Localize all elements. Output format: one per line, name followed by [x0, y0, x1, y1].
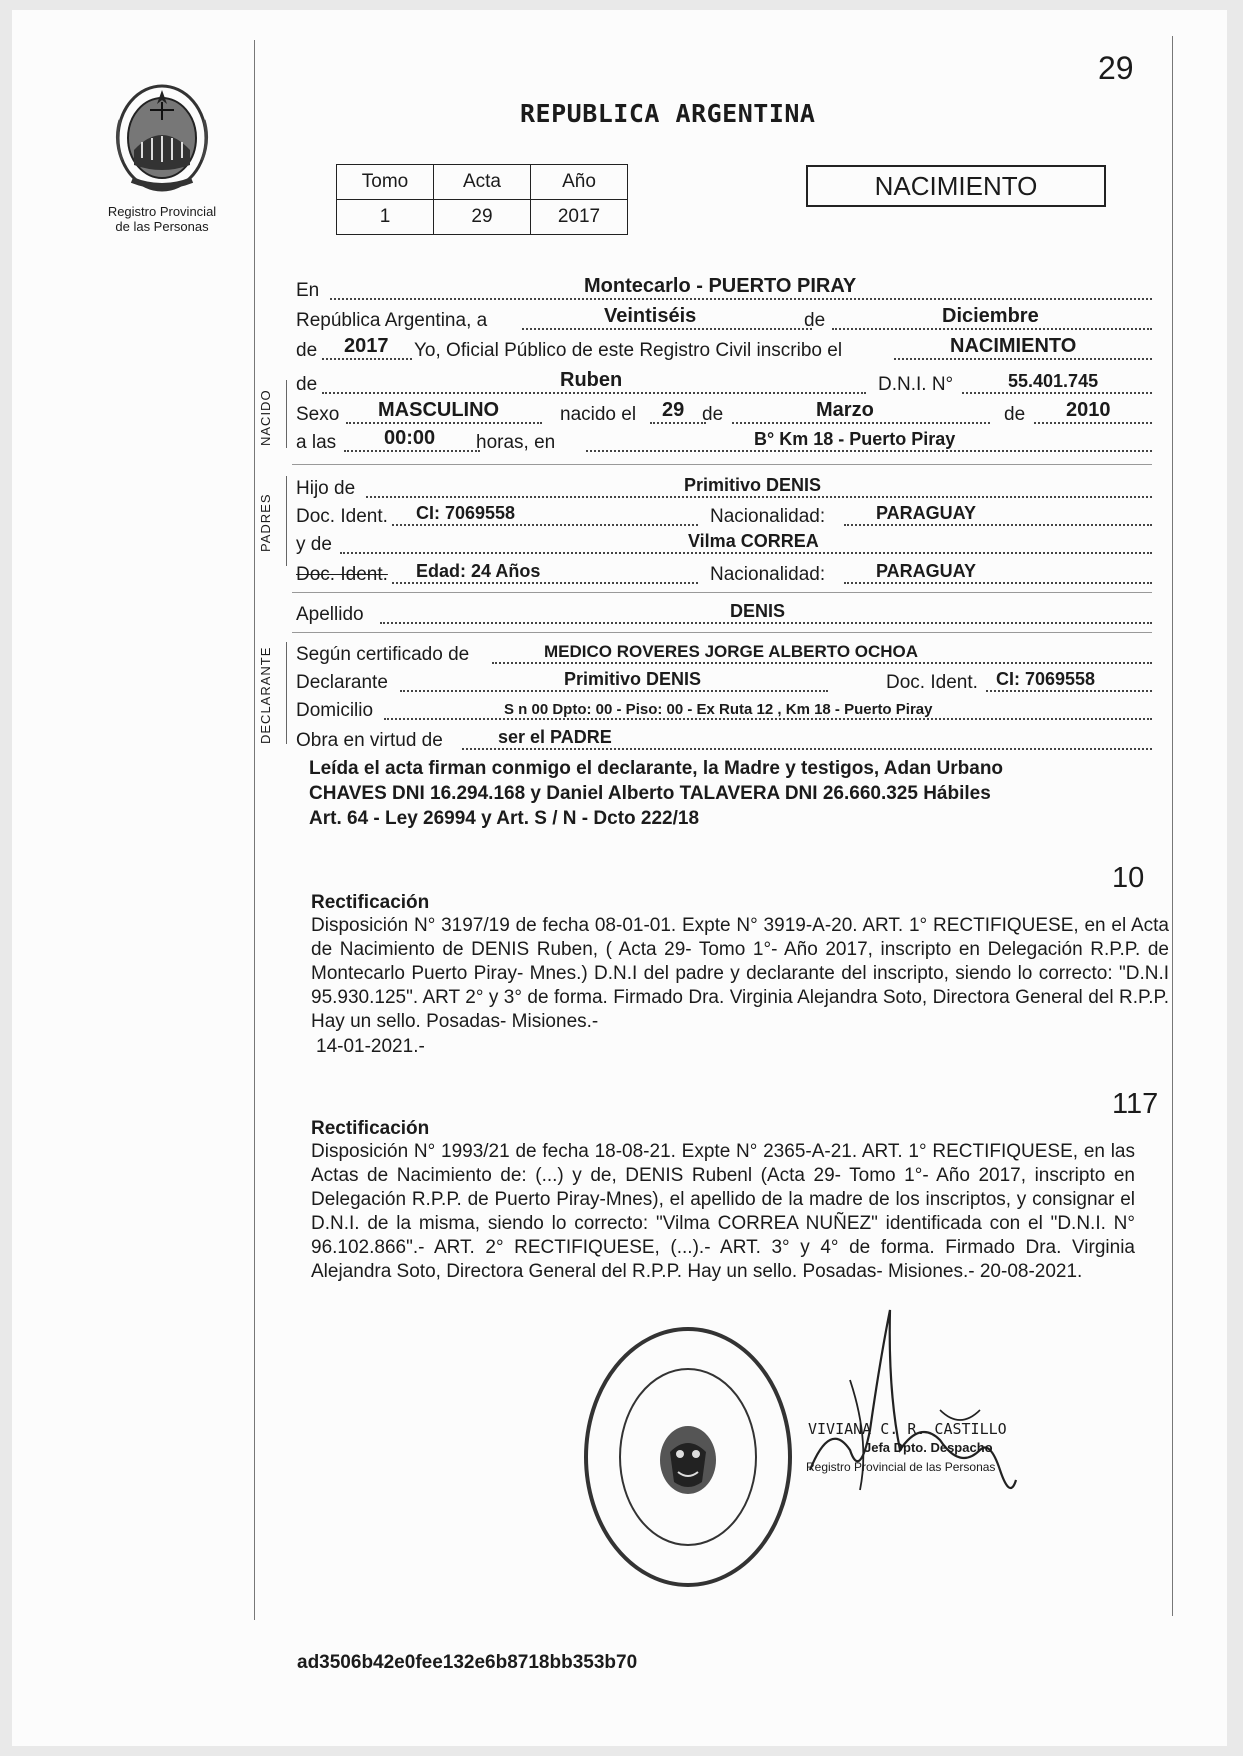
value-madre-edad: Edad: 24 Años — [416, 561, 541, 581]
provincial-emblem-logo — [112, 80, 212, 198]
label-doc-ident-struck: Doc. Ident. — [296, 564, 388, 585]
record-header-acta: Acta — [434, 165, 531, 200]
rectificacion-1-number: 10 — [1112, 862, 1145, 894]
label-horas-en: horas, en — [476, 432, 556, 453]
label-sexo: Sexo — [296, 404, 340, 425]
row-domicilio — [296, 696, 1152, 724]
value-declarante: Primitivo DENIS — [564, 669, 702, 689]
value-obra: ser el PADRE — [498, 727, 612, 747]
document-hash: ad3506b42e0fee132e6b8718bb353b70 — [297, 1652, 638, 1673]
label-obra-en-virtud: Obra en virtud de — [296, 730, 443, 751]
value-apellido: DENIS — [730, 601, 786, 621]
section-divider — [292, 464, 1152, 465]
left-margin-line — [254, 40, 255, 1620]
label-en: En — [296, 280, 320, 301]
label-de-3: de — [702, 404, 724, 425]
value-nacido-anio: 2010 — [1066, 399, 1111, 421]
signature-name: VIVIANA C. R. CASTILLO — [808, 1420, 1007, 1438]
label-doc-ident-declarante: Doc. Ident. — [886, 672, 978, 693]
rectificacion-2-title: Rectificación — [311, 1118, 430, 1139]
row-sexo — [296, 400, 1152, 428]
value-declarante-doc: CI: 7069558 — [996, 669, 1096, 689]
section-bar-nacido — [286, 380, 287, 448]
value-padre-nacionalidad: PARAGUAY — [876, 503, 977, 523]
label-dni: D.N.I. N° — [878, 374, 954, 395]
record-value-anio: 2017 — [531, 200, 628, 235]
value-nacido-dia: 29 — [662, 399, 685, 421]
record-table — [336, 164, 628, 235]
label-nacionalidad: Nacionalidad: — [710, 506, 826, 527]
value-domicilio: S n 00 Dpto: 00 - Piso: 00 - Ex Ruta 12 , Km 18 - Puerto Piray — [504, 701, 933, 718]
rectificacion-2-number: 117 — [1112, 1088, 1159, 1120]
label-de: de — [804, 310, 826, 331]
label-de-2: de — [296, 340, 318, 361]
row-obra — [296, 726, 1152, 754]
lectura-paragraph: Leída el acta firman conmigo el declarante, la Madre y testigos, Adan Urbano CHAVES DNI 16.294.168 y Daniel Alberto TALAVERA DNI 26.660.325 Hábiles Art. 64 - Ley 26994 y Art. S / N - Dcto 222/18 — [309, 758, 1004, 829]
row-madre — [296, 530, 1152, 558]
section-divider — [292, 592, 1152, 593]
label-republica: República Argentina, a — [296, 310, 488, 331]
label-doc-ident: Doc. Ident. — [296, 506, 388, 527]
row-en — [296, 276, 1152, 304]
label-apellido: Apellido — [296, 604, 364, 625]
label-nacido: nacido el — [560, 404, 637, 425]
record-value-tomo: 1 — [337, 200, 434, 235]
label-segun-certificado: Según certificado de — [296, 644, 470, 665]
row-madre-doc — [296, 560, 1152, 588]
value-sexo: MASCULINO — [378, 399, 500, 421]
section-bar-padres — [286, 476, 287, 566]
value-anio: 2017 — [344, 335, 389, 357]
row-certificado — [296, 640, 1152, 668]
value-inscribo: NACIMIENTO — [950, 335, 1077, 357]
label-de-4: de — [1004, 404, 1026, 425]
value-padre-doc: CI: 7069558 — [416, 503, 516, 523]
value-nombre: Ruben — [560, 369, 623, 391]
value-mes: Diciembre — [942, 305, 1039, 327]
section-label-nacido: NACIDO — [258, 389, 273, 446]
value-hora: 00:00 — [384, 427, 436, 449]
rectificacion-1-title: Rectificación — [311, 892, 430, 913]
label-hijo-de: Hijo de — [296, 478, 356, 499]
signature-org: Registro Provincial de las Personas — [806, 1460, 996, 1474]
row-padre-doc — [296, 502, 1152, 530]
section-label-declarante: DECLARANTE — [258, 646, 273, 744]
logo-caption: Registro Provincial de las Personas — [107, 204, 217, 234]
value-certificado: MEDICO ROVERES JORGE ALBERTO OCHOA — [544, 642, 919, 661]
value-nacido-mes: Marzo — [816, 399, 874, 421]
value-lugar-nacimiento: B° Km 18 - Puerto Piray — [754, 429, 956, 449]
value-madre: Vilma CORREA — [688, 531, 819, 551]
value-lugar-inscripcion: Montecarlo - PUERTO PIRAY — [584, 275, 857, 297]
value-dia: Veintiséis — [604, 305, 697, 327]
label-nacionalidad-2: Nacionalidad: — [710, 564, 826, 585]
row-declarante — [296, 668, 1152, 696]
row-apellido — [296, 600, 1152, 628]
label-domicilio: Domicilio — [296, 700, 374, 721]
row-nombre — [296, 370, 1152, 398]
label-y-de: y de — [296, 534, 332, 555]
record-value-acta: 29 — [434, 200, 531, 235]
value-madre-nacionalidad: PARAGUAY — [876, 561, 977, 581]
rectificacion-2-body: Disposición N° 1993/21 de fecha 18-08-21. Expte N° 2365-A-21. ART. 1° RECTIFIQUESE, en las Actas de Nacimiento de: (...) y de, DENIS Rubenl (Acta 29- Tomo 1°- Año 2017, inscripto en Delegación R.P.P. de Puerto Piray-Mnes), el apellido de la madre de los inscriptos, y consignar el D.N.I. de la misma, siendo lo correcto: "Vilma CORREA NUÑEZ" identificada con el "D.N.I. N° 96.102.866".- ART. 2° RECTIFIQUESE, (...).- ART. 3° y 4° de forma. Firmado Dra. Virginia Alejandra Soto, Directora General del R.P.P. Hay un sello. Posadas- Misiones.- 20-08-2021. — [311, 1141, 1135, 1282]
record-header-tomo: Tomo — [337, 165, 434, 200]
label-de-nombre: de — [296, 374, 318, 395]
rectificacion-1-date: 14-01-2021.- — [316, 1036, 425, 1057]
right-margin-line — [1172, 36, 1173, 1616]
row-fecha-inscripcion — [296, 306, 1152, 334]
section-label-padres: PADRES — [258, 493, 273, 552]
section-bar-declarante — [286, 642, 287, 744]
record-type-box: NACIMIENTO — [806, 165, 1106, 207]
signature-role: Jefa Dpto. Despacho — [864, 1440, 993, 1455]
row-hora-lugar — [296, 428, 1152, 456]
label-a-las: a las — [296, 432, 337, 453]
page-number: 29 — [1098, 50, 1134, 86]
value-dni: 55.401.745 — [1008, 371, 1099, 391]
label-declarante: Declarante — [296, 672, 388, 693]
record-header-anio: Año — [531, 165, 628, 200]
document-title: REPUBLICA ARGENTINA — [520, 99, 816, 128]
row-anio-inscripcion — [296, 336, 1152, 364]
official-seal-stamp — [578, 1322, 798, 1592]
label-yo-oficial: Yo, Oficial Público de este Registro Civil inscribo el — [414, 340, 843, 361]
value-padre: Primitivo DENIS — [684, 475, 822, 495]
rectificacion-1-body: Disposición N° 3197/19 de fecha 08-01-01. Expte N° 3919-A-20. ART. 1° RECTIFIQUESE, en el Acta de Nacimiento de DENIS Ruben, ( Acta 29- Tomo 1°- Año 2017, inscripto en Delegación R.P.P. de Montecarlo Puerto Piray- Mnes.) D.N.I del padre y declarante del inscripto, siendo lo correcto: "D.N.I 95.930.125". ART 2° y 3° de forma. Firmado Dra. Virginia Alejandra Soto, Directora General del R.P.P. Hay un sello. Posadas- Misiones.- — [311, 915, 1169, 1032]
handwritten-signature — [790, 1300, 1050, 1520]
row-padre — [296, 474, 1152, 502]
section-divider — [292, 632, 1152, 633]
